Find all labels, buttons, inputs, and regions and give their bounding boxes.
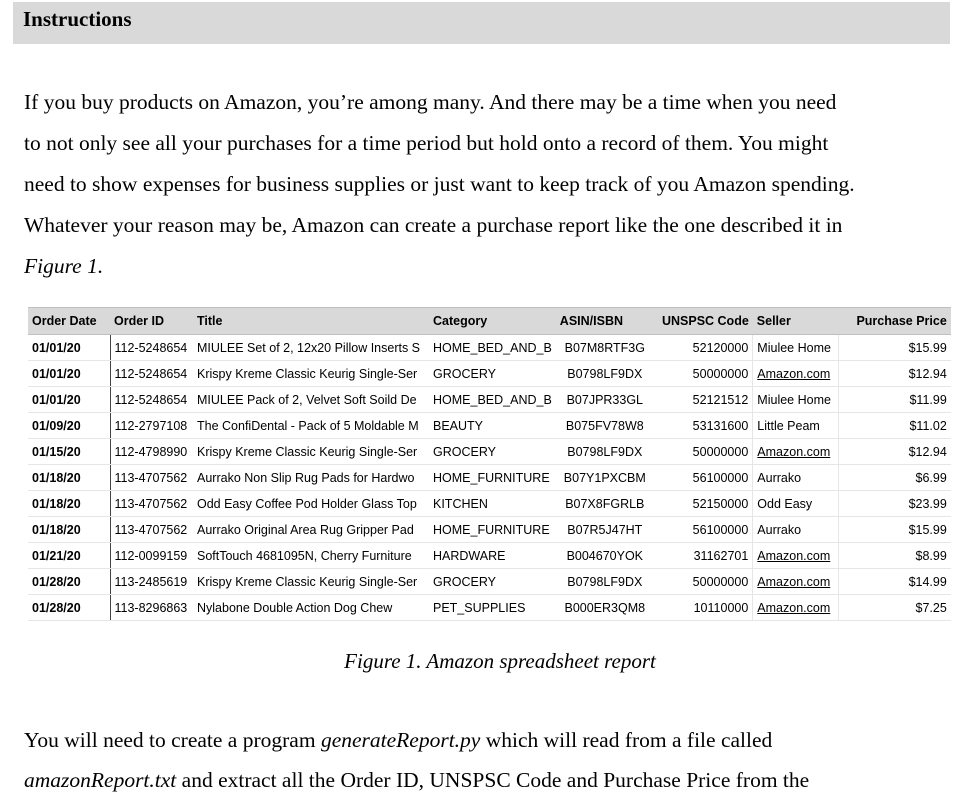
table-row (28, 387, 951, 413)
col-category: Category (429, 308, 556, 335)
body-line-1-part-c: which will read from a file called (480, 728, 773, 752)
cell-title: Aurrako Non Slip Rug Pads for Hardwo (193, 465, 429, 491)
cell-asin: B0798LF9DX (556, 361, 654, 387)
program-name: generateReport.py (320, 728, 481, 752)
cell-asin: B0798LF9DX (556, 439, 654, 465)
cell-date: 01/28/20 (28, 595, 110, 621)
cell-category: GROCERY (429, 439, 556, 465)
cell-date: 01/18/20 (28, 517, 110, 543)
intro-line-1: If you buy products on Amazon, you’re among many. And there may be a time when you need (24, 90, 837, 114)
cell-date: 01/15/20 (28, 439, 110, 465)
input-file-name: amazonReport.txt (24, 768, 177, 792)
cell-price: $11.02 (839, 413, 951, 439)
intro-line-4: Whatever your reason may be, Amazon can create a purchase report like the one described it in (24, 213, 843, 237)
col-unspsc: UNSPSC Code (654, 308, 753, 335)
cell-title: Krispy Kreme Classic Keurig Single-Ser (193, 569, 429, 595)
cell-unspsc: 31162701 (654, 543, 753, 569)
cell-unspsc: 50000000 (654, 569, 753, 595)
intro-line-2: to not only see all your purchases for a time period but hold onto a record of them. You might (24, 131, 829, 155)
table-row (28, 569, 951, 595)
cell-title: SoftTouch 4681095N, Cherry Furniture (193, 543, 429, 569)
cell-date: 01/21/20 (28, 543, 110, 569)
table-row (28, 543, 951, 569)
cell-order-id: 113-4707562 (110, 491, 193, 517)
cell-title: The ConfiDental - Pack of 5 Moldable M (193, 413, 429, 439)
cell-price: $7.25 (839, 595, 951, 621)
cell-title: MIULEE Set of 2, 12x20 Pillow Inserts S (193, 335, 429, 361)
cell-unspsc: 56100000 (654, 465, 753, 491)
seller-link[interactable]: Amazon.com (757, 366, 831, 381)
cell-order-id: 112-4798990 (110, 439, 193, 465)
cell-category: PET_SUPPLIES (429, 595, 556, 621)
cell-unspsc: 53131600 (654, 413, 753, 439)
instructions-header (13, 2, 950, 44)
cell-seller: Miulee Home (753, 335, 839, 361)
table-row (28, 465, 951, 491)
cell-date: 01/01/20 (28, 335, 110, 361)
cell-seller[interactable] (753, 569, 839, 595)
cell-category: HOME_BED_AND_B (429, 335, 556, 361)
seller-link[interactable]: Amazon.com (757, 600, 831, 615)
table-row (28, 361, 951, 387)
cell-date: 01/18/20 (28, 491, 110, 517)
amazon-report-table (28, 307, 951, 621)
cell-order-id: 113-4707562 (110, 465, 193, 491)
header-title: Instructions (23, 7, 132, 31)
cell-asin: B004670YOK (556, 543, 654, 569)
cell-asin: B07M8RTF3G (556, 335, 654, 361)
cell-order-id: 112-0099159 (110, 543, 193, 569)
table-row (28, 595, 951, 621)
cell-unspsc: 10110000 (654, 595, 753, 621)
cell-order-id: 112-5248654 (110, 361, 193, 387)
cell-order-id: 113-4707562 (110, 517, 193, 543)
table-row (28, 491, 951, 517)
cell-price: $6.99 (839, 465, 951, 491)
table-row (28, 335, 951, 361)
cell-asin: B0798LF9DX (556, 569, 654, 595)
cell-title: Krispy Kreme Classic Keurig Single-Ser (193, 361, 429, 387)
cell-date: 01/01/20 (28, 361, 110, 387)
cell-unspsc: 56100000 (654, 517, 753, 543)
cell-seller[interactable] (753, 439, 839, 465)
cell-category: HARDWARE (429, 543, 556, 569)
cell-price: $14.99 (839, 569, 951, 595)
cell-category: GROCERY (429, 569, 556, 595)
cell-category: BEAUTY (429, 413, 556, 439)
cell-price: $23.99 (839, 491, 951, 517)
figure-reference: Figure 1. (24, 254, 104, 278)
table-header-row (28, 308, 951, 335)
table-row (28, 413, 951, 439)
cell-date: 01/01/20 (28, 387, 110, 413)
cell-price: $11.99 (839, 387, 951, 413)
figure-caption: Figure 1. Amazon spreadsheet report (344, 649, 656, 673)
seller-link[interactable]: Amazon.com (757, 548, 831, 563)
cell-seller: Odd Easy (753, 491, 839, 517)
cell-category: HOME_BED_AND_B (429, 387, 556, 413)
cell-unspsc: 50000000 (654, 361, 753, 387)
intro-line-3: need to show expenses for business supplies or just want to keep track of you Amazon spending. (24, 172, 855, 196)
cell-asin: B07JPR33GL (556, 387, 654, 413)
seller-link[interactable]: Amazon.com (757, 574, 831, 589)
col-order-date: Order Date (28, 308, 110, 335)
cell-seller[interactable] (753, 361, 839, 387)
cell-seller: Aurrako (753, 517, 839, 543)
cell-seller: Aurrako (753, 465, 839, 491)
cell-date: 01/28/20 (28, 569, 110, 595)
col-price: Purchase Price (839, 308, 951, 335)
cell-seller[interactable] (753, 543, 839, 569)
cell-order-id: 113-8296863 (110, 595, 193, 621)
table-row (28, 439, 951, 465)
cell-order-id: 112-5248654 (110, 387, 193, 413)
cell-unspsc: 50000000 (654, 439, 753, 465)
cell-unspsc: 52120000 (654, 335, 753, 361)
table-row (28, 517, 951, 543)
cell-title: Krispy Kreme Classic Keurig Single-Ser (193, 439, 429, 465)
cell-asin: B07R5J47HT (556, 517, 654, 543)
cell-seller: Miulee Home (753, 387, 839, 413)
cell-order-id: 112-5248654 (110, 335, 193, 361)
cell-category: KITCHEN (429, 491, 556, 517)
cell-asin: B07X8FGRLB (556, 491, 654, 517)
cell-category: HOME_FURNITURE (429, 465, 556, 491)
cell-title: Odd Easy Coffee Pod Holder Glass Top (193, 491, 429, 517)
col-seller: Seller (753, 308, 839, 335)
cell-price: $8.99 (839, 543, 951, 569)
cell-price: $15.99 (839, 517, 951, 543)
body-line-1 (24, 720, 772, 761)
cell-asin: B000ER3QM8 (556, 595, 654, 621)
cell-date: 01/18/20 (28, 465, 110, 491)
cell-price: $12.94 (839, 439, 951, 465)
body-line-1-part-a: You will need to create a program (24, 728, 321, 752)
cell-title: MIULEE Pack of 2, Velvet Soft Soild De (193, 387, 429, 413)
cell-order-id: 112-2797108 (110, 413, 193, 439)
cell-order-id: 113-2485619 (110, 569, 193, 595)
cell-date: 01/09/20 (28, 413, 110, 439)
body-line-2-part-b: and extract all the Order ID, UNSPSC Code and Purchase Price from the (176, 768, 810, 792)
cell-asin: B07Y1PXCBM (556, 465, 654, 491)
body-line-2 (24, 760, 809, 801)
cell-asin: B075FV78W8 (556, 413, 654, 439)
cell-category: HOME_FURNITURE (429, 517, 556, 543)
cell-title: Nylabone Double Action Dog Chew (193, 595, 429, 621)
cell-seller: Little Peam (753, 413, 839, 439)
cell-seller[interactable] (753, 595, 839, 621)
cell-price: $12.94 (839, 361, 951, 387)
cell-unspsc: 52121512 (654, 387, 753, 413)
col-asin: ASIN/ISBN (556, 308, 654, 335)
cell-unspsc: 52150000 (654, 491, 753, 517)
seller-link[interactable]: Amazon.com (757, 444, 831, 459)
col-order-id: Order ID (110, 308, 193, 335)
cell-price: $15.99 (839, 335, 951, 361)
col-title: Title (193, 308, 429, 335)
cell-category: GROCERY (429, 361, 556, 387)
intro-line-5 (24, 246, 103, 287)
cell-title: Aurrako Original Area Rug Gripper Pad (193, 517, 429, 543)
